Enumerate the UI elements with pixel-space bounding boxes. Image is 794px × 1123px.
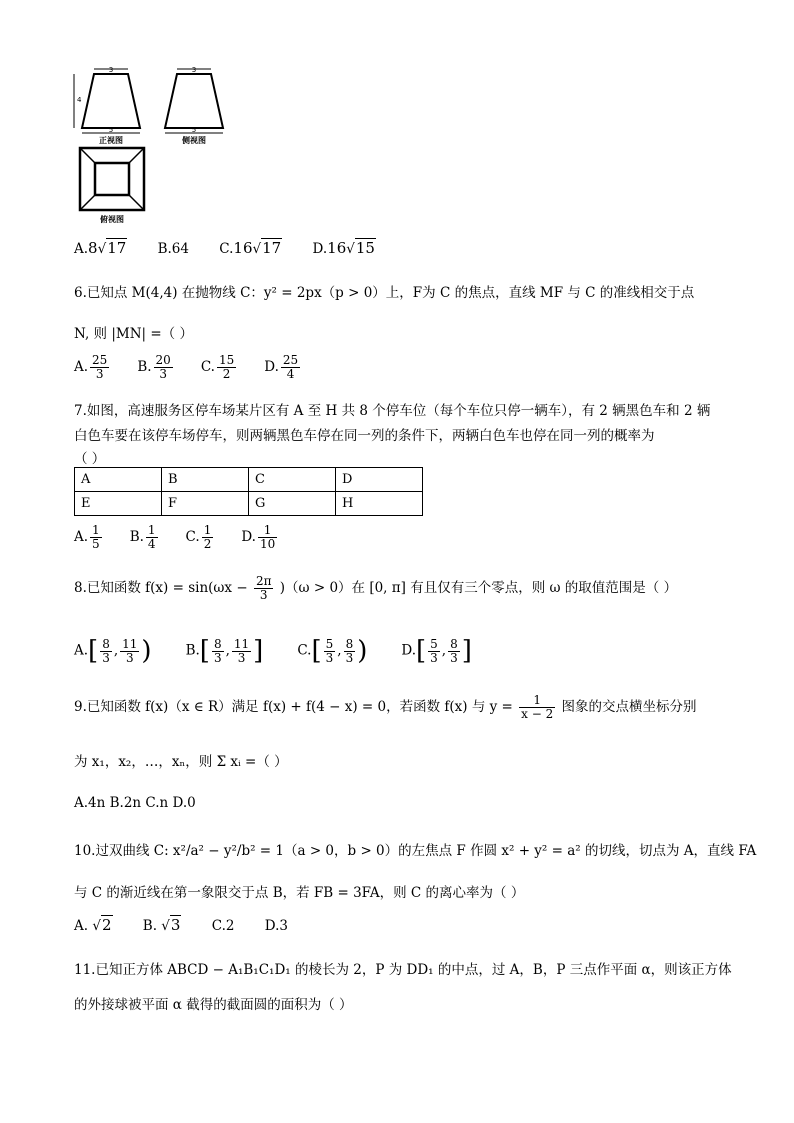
q10-stem-line1: 10.过双曲线 C: x²/a² − y²/b² = 1（a > 0，b > 0）的左焦点 F 作圆 x² + y² = a² 的切线，切点为 A，直线 FA <box>74 843 757 859</box>
q7-stem-line1: 7.如图，高速服务区停车场某片区有 A 至 H 共 8 个停车位（每个车位只停一辆车），有 2 辆黑色车和 2 辆 <box>74 403 711 419</box>
q9-stem-pre: 9.已知函数 f(x)（x ∈ R）满足 f(x) + f(4 − x) = 0，若函数 f(x) 与 y = <box>74 699 513 715</box>
q8-option-b[interactable]: B.[ $\frac{8}{3}$ , $\frac{11}{3}$ ] <box>185 636 264 666</box>
q10-option-d[interactable]: D.3 <box>264 918 289 934</box>
q10-option-b[interactable]: B. √3 <box>142 916 181 934</box>
q9-stem-line2: 为 x₁，x₂，…，xₙ，则 Σ xᵢ =（ ） <box>74 754 288 770</box>
fraction: $\frac{25}{3}$ <box>92 353 108 381</box>
fraction: $\frac{15}{2}$ <box>218 353 235 381</box>
q10-stem-line2: 与 C 的渐近线在第一象限交于点 B，若 FB = 3FA，则 C 的离心率为（ ） <box>74 885 525 901</box>
q5-option-b[interactable]: B.64 <box>157 241 189 257</box>
q11-stem-line1: 11.已知正方体 ABCD − A₁B₁C₁D₁ 的棱长为 2，P 为 DD₁ 的中点，过 A，B，P 三点作平面 α，则该正方体 <box>74 962 732 978</box>
q8-stem-post: )（ω > 0）在 [0, π] 有且仅有三个零点，则 ω 的取值范围是（ ） <box>279 580 678 596</box>
q7-option-d[interactable]: D. $\frac{1}{10}$ <box>241 523 276 551</box>
table-cell: C <box>249 468 336 492</box>
front-view-label: 正视图 <box>99 136 123 145</box>
q5-option-c[interactable]: C.16√17 <box>219 239 282 257</box>
q10-options <box>74 916 314 934</box>
q9-stem-post: 图象的交点横坐标分别 <box>561 699 697 715</box>
q6-stem-line2: N, 则 |MN| =（ ） <box>74 326 193 342</box>
q9-options[interactable]: A.4n B.2n C.n D.0 <box>74 795 196 811</box>
q6-option-b[interactable]: B. $\frac{20}{3}$ <box>137 353 171 381</box>
side-view <box>165 69 223 133</box>
table-cell: A <box>75 468 162 492</box>
q9-stem <box>74 694 697 721</box>
fraction: $\frac{5}{3}$ <box>325 636 334 665</box>
table-cell: H <box>336 492 423 516</box>
q5-options <box>74 239 402 257</box>
q7-option-c[interactable]: C. $\frac{1}{2}$ <box>185 523 212 551</box>
q5-option-d[interactable]: D.16√15 <box>312 239 375 257</box>
q10-option-a[interactable]: A. √2 <box>74 916 112 934</box>
side-view-label: 侧视图 <box>182 136 206 145</box>
q6-options <box>74 354 328 381</box>
side-bottom-dim: 5 <box>191 126 197 134</box>
q7-options <box>74 524 305 551</box>
fraction: $\frac{8}{3}$ <box>450 636 458 665</box>
fraction: $\frac{11}{3}$ <box>233 636 250 665</box>
table-cell: G <box>249 492 336 516</box>
front-top-dim: 3 <box>108 66 114 74</box>
fraction: $\frac{20}{3}$ <box>155 353 171 381</box>
q8-option-d[interactable]: D.[ $\frac{5}{3}$ , $\frac{8}{3}$ ] <box>401 636 472 666</box>
parking-table <box>74 467 423 516</box>
fraction: $\frac{25}{4}$ <box>282 353 299 381</box>
table-cell: D <box>336 468 423 492</box>
q8-option-c[interactable]: C.[ $\frac{5}{3}$ , $\frac{8}{3}$ ) <box>297 636 368 666</box>
front-height-dim: 4 <box>77 96 82 104</box>
fraction: $\frac{1}{4}$ <box>147 523 156 551</box>
q6-stem-line1: 6.已知点 M(4,4) 在抛物线 C：y² = 2px（p > 0）上，F为 C 的焦点，直线 MF 与 C 的准线相交于点 <box>74 285 695 301</box>
table-cell: F <box>162 492 249 516</box>
q6-option-c[interactable]: C. $\frac{15}{2}$ <box>200 353 235 381</box>
three-view-figure <box>70 66 240 226</box>
q8-fraction: $\frac{2\pi}{3}$ <box>255 574 272 602</box>
q6-option-a[interactable]: A. $\frac{25}{3}$ <box>74 353 108 381</box>
side-top-dim: 3 <box>191 66 197 74</box>
q7-stem-line2: 白色车要在该停车场停车，则两辆黑色车停在同一列的条件下，两辆白色车也停在同一列的概率为 <box>74 428 655 444</box>
top-view-label: 俯视图 <box>100 215 124 224</box>
q7-stem-line3: （ ） <box>74 451 106 467</box>
fraction: $\frac{5}{3}$ <box>430 636 438 665</box>
fraction: $\frac{1}{10}$ <box>259 523 276 551</box>
q10-option-c[interactable]: C.2 <box>211 918 235 934</box>
q6-option-d[interactable]: D. $\frac{25}{4}$ <box>264 353 299 381</box>
fraction: $\frac{8}{3}$ <box>213 636 222 665</box>
q8-option-a[interactable]: A.[ $\frac{8}{3}$ , $\frac{11}{3}$ ) <box>74 636 152 666</box>
q5-option-a[interactable]: A.8√17 <box>74 239 127 257</box>
table-cell: E <box>75 492 162 516</box>
fraction: $\frac{8}{3}$ <box>102 636 110 665</box>
fraction: $\frac{1}{2}$ <box>203 523 212 551</box>
fraction: $\frac{1}{5}$ <box>92 523 100 551</box>
q7-option-a[interactable]: A. $\frac{1}{5}$ <box>74 523 100 551</box>
front-bottom-dim: 5 <box>108 126 114 134</box>
q9-fraction: $\frac{1}{x - 2}$ <box>521 693 554 721</box>
top-view <box>80 148 144 210</box>
q8-stem <box>74 575 677 602</box>
q11-stem-line2: 的外接球被平面 α 截得的截面圆的面积为（ ） <box>74 997 353 1013</box>
front-view <box>74 69 140 133</box>
fraction: $\frac{8}{3}$ <box>345 636 354 665</box>
q7-option-b[interactable]: B. $\frac{1}{4}$ <box>129 523 156 551</box>
q8-stem-pre: 8.已知函数 f(x) = sin(ωx − <box>74 580 248 596</box>
table-row <box>75 468 423 492</box>
table-row <box>75 492 423 516</box>
fraction: $\frac{11}{3}$ <box>122 636 138 665</box>
table-cell: B <box>162 468 249 492</box>
q8-options <box>74 636 506 666</box>
